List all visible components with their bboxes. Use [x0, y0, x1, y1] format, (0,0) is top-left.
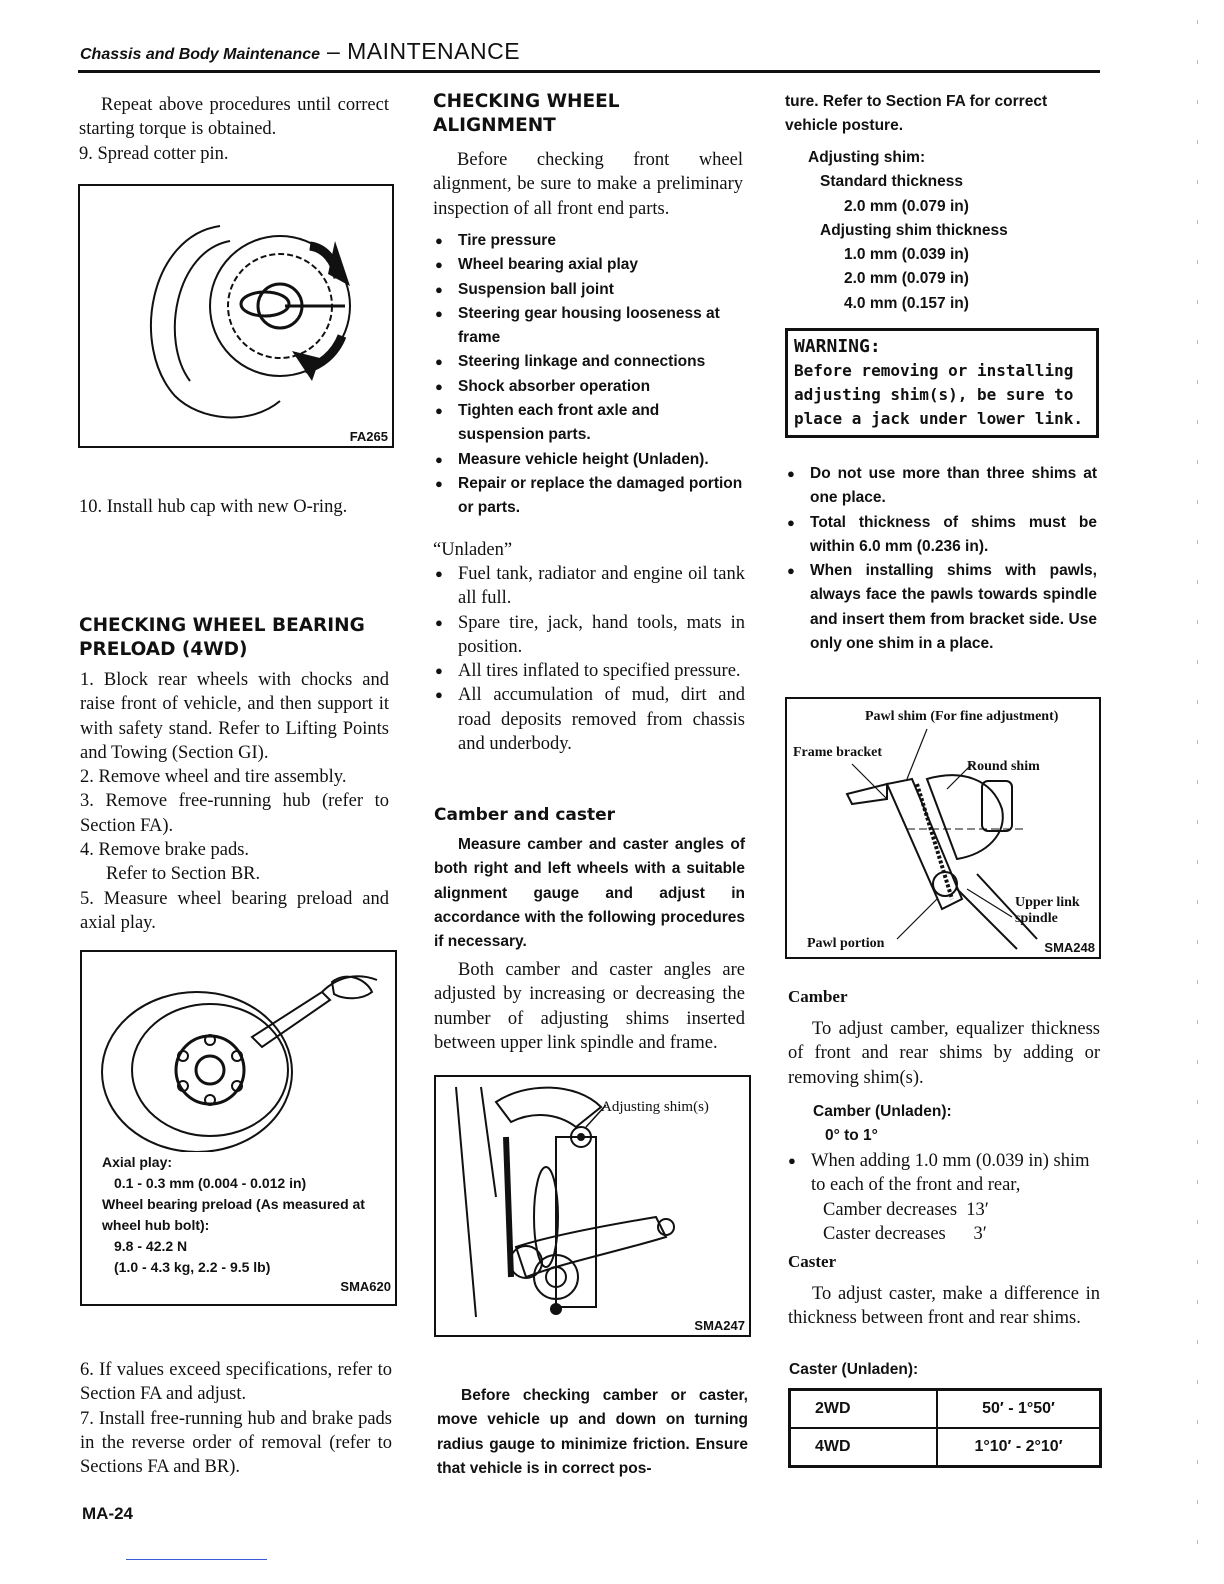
camber-caster-text: Both camber and caster angles are adjusted by increasing or decreasing the number of adjusting shims inserted between upper link spindle and frame. [434, 960, 745, 1053]
unladen-title: “Unladen” [433, 540, 513, 560]
drive-cell: 4WD [790, 1428, 938, 1467]
check-item: ● Steering linkage and connections [433, 350, 745, 374]
inspection-checklist [433, 229, 745, 521]
figure-label: FA265 [349, 429, 388, 444]
value-cell: 1°10′ - 2°10′ [937, 1428, 1101, 1467]
upper-link-label: Upper link spindle [1015, 895, 1080, 926]
step-7: 7. Install free-running hub and brake pads in the reverse order of removal (refer to Sections FA and BR). [80, 1408, 392, 1478]
camber-decrease: Camber decreases 13′ [823, 1199, 989, 1220]
check-item: ● Measure vehicle height (Unladen). [433, 448, 745, 472]
pawl-portion-label: Pawl portion [807, 936, 885, 951]
footer-link-line [126, 1559, 267, 1560]
heading-wheel-alignment: CHECKING WHEEL ALIGNMENT [433, 91, 620, 136]
figure-sma248 [785, 697, 1101, 959]
unladen-item: ● All tires inflated to specified pressure. [433, 659, 745, 683]
step-1: 1. Block rear wheels with chocks and raise front of vehicle, and then support it with safety stand. Refer to Lifting Points and Towing (Section GI). [80, 670, 389, 763]
preload-label: Wheel bearing preload (As measured at wheel hub bolt): [102, 1196, 365, 1233]
adjusting-thickness-value: 4.0 mm (0.157 in) [844, 294, 969, 312]
preload-value: 9.8 - 42.2 N [114, 1238, 188, 1254]
shim-note: ● Total thickness of shims must be within 6.0 mm (0.236 in). [785, 511, 1097, 560]
camber-unladen-title: Camber (Unladen): [813, 1103, 952, 1120]
shim-note: ● When installing shims with pawls, always face the pawls towards spindle and insert them from bracket side. Use only one shim in a place. [785, 559, 1097, 656]
adding-shim-item [786, 1149, 1100, 1246]
standard-thickness-value: 2.0 mm (0.079 in) [844, 197, 969, 215]
camber-title: Camber [788, 987, 848, 1006]
axial-play-value: 0.1 - 0.3 mm (0.004 - 0.012 in) [114, 1175, 307, 1191]
drive-cell: 2WD [790, 1390, 938, 1429]
pawl-shim-label: Pawl shim (For fine adjustment) [865, 709, 1059, 724]
unladen-conditions [433, 562, 745, 756]
unladen-item: ● Fuel tank, radiator and engine oil tank all full. [433, 562, 745, 611]
shim-note: ● Do not use more than three shims at one place. [785, 462, 1097, 511]
col1-steps [80, 668, 389, 935]
figure-fa265 [78, 184, 394, 448]
page-header [80, 38, 520, 65]
figure-label: SMA620 [340, 1279, 391, 1294]
header-dash: – [320, 38, 348, 64]
repeat-paragraph: Repeat above procedures until correct starting torque is obtained. [79, 95, 389, 140]
header-rule [78, 70, 1100, 73]
before-checking-note: Before checking camber or caster, move vehicle up and down on turning radius gauge to minimize friction. Ensure that vehicle is in correct pos- [437, 1387, 748, 1477]
table-row [790, 1428, 1101, 1467]
value-cell: 50′ - 1°50′ [937, 1390, 1101, 1429]
step-9: 9. Spread cotter pin. [79, 143, 229, 164]
caster-unladen-title: Caster (Unladen): [789, 1361, 919, 1378]
figure-label: SMA247 [694, 1318, 745, 1333]
scan-edge [1197, 20, 1198, 1560]
axial-spec [102, 1152, 387, 1278]
posture-continuation: ture. Refer to Section FA for correct vehicle posture. [785, 93, 1048, 135]
step-4: 4. Remove brake pads. [80, 840, 250, 861]
brake-disc-gauge-illustration [82, 952, 395, 1152]
when-adding-text: When adding 1.0 mm (0.039 in) shim to each of the front and rear, [811, 1151, 1090, 1196]
warning-title: WARNING: [794, 336, 881, 357]
standard-thickness-title: Standard thickness [820, 173, 963, 191]
caster-title: Caster [788, 1252, 837, 1271]
adjusting-thickness-value: 2.0 mm (0.079 in) [844, 270, 969, 288]
round-shim-label: Round shim [967, 759, 1040, 774]
hub-cotter-illustration [80, 186, 392, 446]
step-10: 10. Install hub cap with new O-ring. [79, 497, 348, 517]
header-section-caps: MAINTENANCE [347, 38, 521, 64]
table-row [790, 1390, 1101, 1429]
step-6: 6. If values exceed specifications, refer to Section FA and adjust. [80, 1360, 392, 1405]
step-5: 5. Measure wheel bearing preload and axial play. [80, 888, 389, 933]
caster-text: To adjust caster, make a difference in thickness between front and rear shims. [788, 1284, 1100, 1329]
col1-final-steps [80, 1358, 392, 1479]
unladen-item: ● Spare tire, jack, hand tools, mats in position. [433, 611, 745, 660]
adjusting-thickness-title: Adjusting shim thickness [820, 221, 1008, 239]
header-section-italic: Chassis and Body Maintenance [80, 46, 321, 63]
step-4-ref: Refer to Section BR. [106, 864, 261, 885]
check-item: ● Suspension ball joint [433, 278, 745, 302]
camber-range: 0° to 1° [825, 1127, 878, 1144]
caster-table [788, 1388, 1102, 1468]
warning-box [785, 328, 1099, 438]
check-item: ● Shock absorber operation [433, 375, 745, 399]
figure-sma247 [434, 1075, 751, 1337]
heading-bearing-preload: CHECKING WHEEL BEARING PRELOAD (4WD) [79, 615, 365, 660]
unladen-item: ● All accumulation of mud, dirt and road deposits removed from chassis and underbody. [433, 683, 745, 756]
step-3: 3. Remove free-running hub (refer to Section FA). [80, 791, 389, 836]
adjusting-thickness-value: 1.0 mm (0.039 in) [844, 246, 969, 264]
step-2: 2. Remove wheel and tire assembly. [80, 767, 347, 788]
shim-title: Adjusting shim: [808, 149, 926, 166]
shim-notes [785, 462, 1097, 656]
caster-decrease: Caster decreases 3′ [823, 1223, 987, 1244]
preload-alt: (1.0 - 4.3 kg, 2.2 - 9.5 lb) [114, 1259, 271, 1275]
frame-bracket-label: Frame bracket [793, 745, 883, 760]
adding-shim-note [786, 1149, 1100, 1246]
check-item: ● Wheel bearing axial play [433, 253, 745, 277]
check-item: ● Repair or replace the damaged portion or parts. [433, 472, 745, 521]
check-item: ● Tighten each front axle and suspension parts. [433, 399, 745, 448]
axial-play-label: Axial play: [102, 1154, 173, 1170]
col1-intro [79, 93, 389, 166]
adjusting-shim-callout: Adjusting shim(s) [601, 1099, 709, 1115]
alignment-intro: Before checking front wheel alignment, be sure to make a preliminary inspection of all front end parts. [433, 150, 743, 219]
camber-caster-heading: Camber and caster [434, 805, 616, 825]
camber-caster-bold: Measure camber and caster angles of both right and left wheels with a suitable alignment gauge and adjust in accordance with the following procedures if necessary. [434, 836, 745, 951]
warning-text: Before removing or installing adjusting shim(s), be sure to place a jack under lower link. [794, 361, 1083, 428]
camber-text: To adjust camber, equalizer thickness of front and rear shims by adding or removing shim(s). [788, 1019, 1100, 1088]
page-number: MA-24 [82, 1504, 134, 1523]
check-item: ● Steering gear housing looseness at frame [433, 302, 745, 351]
shim-spec [808, 146, 1088, 316]
check-item: ● Tire pressure [433, 229, 745, 253]
figure-label: SMA248 [1044, 940, 1095, 955]
figure-sma620 [80, 950, 397, 1306]
